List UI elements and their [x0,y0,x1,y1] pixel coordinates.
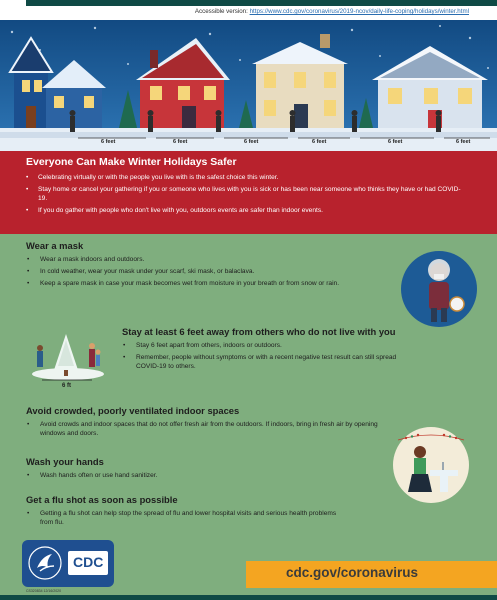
section-bullet: • Stay 6 feet apart from others, indoors or outdoors. [122,341,402,350]
section-wear-mask [26,240,366,291]
banner-bullet: • Stay home or cancel your gathering if you or someone who lives with you is sick or has been near someone who thinks they have or had COVID-19. [26,185,466,203]
safety-banner [0,151,497,234]
banner-bullet-list [26,173,466,218]
section-bullet: • In cold weather, wear your mask under your scarf, ski mask, or balaclava. [26,267,366,276]
winter-street-illustration [0,20,497,151]
section-bullet-list [26,420,386,438]
site-link[interactable]: cdc.gov/coronavirus [286,565,419,580]
section-keep-distance [122,326,402,374]
section-bullet: • Getting a flu shot can help stop the spread of flu and lower hospital visits and serious health problems from flu. [26,509,346,527]
banner-bullet: • Celebrating virtually or with the people you live with is the safest choice this winter. [26,173,466,182]
section-title: Avoid crowded, poorly ventilated indoor spaces [26,405,240,416]
distance-label: 6 feet [456,139,471,145]
section-title: Wash your hands [26,456,104,467]
section-title: Wear a mask [26,240,84,251]
woman-with-mask-icon [400,250,478,328]
site-banner [246,561,497,588]
section-bullet: • Wear a mask indoors and outdoors. [26,255,366,264]
cdc-logo-text: CDC [73,554,104,570]
cdc-logo [22,540,114,587]
accessible-url-link[interactable]: https://www.cdc.gov/coronavirus/2019-ncov/daily-life-coping/holidays/winter.html [249,8,469,15]
six-ft-label: 6 ft [62,383,71,388]
top-bar [0,0,497,20]
section-bullet-list [26,509,346,527]
section-bullet: • Remember, people without symptoms or with a recent negative test result can still spread COVID-19 to others. [122,353,402,371]
banner-title: Everyone Can Make Winter Holidays Safer [26,156,237,168]
section-title: Stay at least 6 feet away from others who do not live with you [122,326,396,337]
section-wash-hands [26,456,356,483]
cdc-logo-box [68,551,108,575]
section-bullet-list [122,341,402,371]
document-id: CS320834 12/16/2020 [26,589,62,593]
distance-label: 6 feet [173,139,188,145]
bottom-strip [0,595,497,600]
distance-label: 6 feet [312,139,327,145]
section-bullet: • Keep a spare mask in case your mask becomes wet from moisture in your breath or from snow or rain. [26,279,366,288]
top-bar-accent [22,0,497,6]
distance-label: 6 feet [101,139,116,145]
hhs-eagle-icon [28,546,62,580]
distance-label: 6 feet [388,139,403,145]
section-bullet-list [26,255,366,288]
section-bullet: • Avoid crowds and indoor spaces that do not offer fresh air from the outdoors. If indoors, bring in fresh air by opening windows and doors. [26,420,386,438]
distance-label: 6 feet [244,139,259,145]
top-bar-stripe [22,0,26,6]
accessible-label: Accessible version: [194,8,248,15]
section-bullet: • Wash hands often or use hand sanitizer. [26,471,356,480]
family-distance-illustration [28,326,108,388]
section-title: Get a flu shot as soon as possible [26,494,178,505]
banner-bullet: • If you do gather with people who don't live with you, outdoors events are safer than indoor events. [26,206,466,215]
accessible-version-line [195,8,469,15]
section-flu-shot [26,494,346,530]
section-avoid-crowds [26,405,386,441]
handwashing-icon [392,426,470,504]
section-bullet-list [26,471,356,480]
